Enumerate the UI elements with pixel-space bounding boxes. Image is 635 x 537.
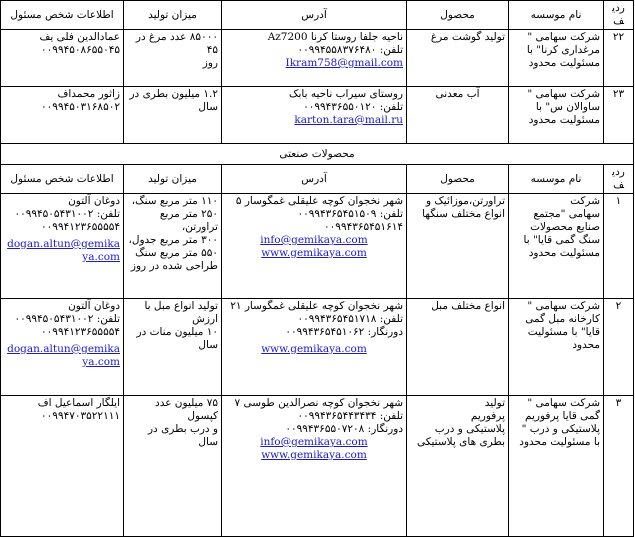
product: تولید پرفوریم پلاستیکی و درب بطری های پلاستیکی: [407, 396, 509, 537]
header-radif: ردیف: [604, 1, 634, 30]
email-link[interactable]: info@gemikaya.com: [260, 234, 368, 246]
table-header-row: [1, 1, 634, 30]
section-title-row: [1, 144, 634, 165]
company-name: شرکت سهامی "مجتمع صنایع محصولات سنگ گمی قایا" با مسئولیت محدود: [509, 194, 604, 299]
company-name: شرکت سهامی " کارخانه مبل گمی قایا" با مسئولیت محدود: [509, 299, 604, 396]
header-product: محصول: [407, 165, 509, 194]
email-link[interactable]: info@gemikaya.com: [260, 436, 368, 448]
address: ناحیه جلفا روستا کرنا Az7200 تلفن: ۰۰۹۹۴۵۵۸۳۷۶۴۸۰ Ikram758@gmail.com: [222, 30, 407, 87]
row-number: ۲۳: [604, 87, 634, 144]
company-name: شرکت سهامی " گمی قایا پرفوریم پلاستیکی و درب " با مسئولیت محدود: [509, 396, 604, 537]
contact-email-link[interactable]: dogan.altun@gemikaya.com: [7, 343, 120, 368]
row-number: ۳: [604, 396, 634, 537]
product: آب معدنی: [407, 87, 509, 144]
table-row: [1, 194, 634, 299]
section-title: محصولات صنعتی: [1, 144, 634, 165]
header-product: محصول: [407, 1, 509, 30]
email-link[interactable]: Ikram758@gmail.com: [285, 57, 403, 69]
contact: زاثور محمداف ۰۰۹۹۴۵۰۳۱۶۸۵۰۲: [1, 87, 124, 144]
address: روستای سیراب ناحیه بابک تلفن: ۰۰۹۹۴۳۶۵۵۰۱۲۰ karton.tara@mail.ru: [222, 87, 407, 144]
address: شهر نخجوان کوچه علیقلی غمگوسار ۵ تلفن: ۰۰۹۹۴۳۶۵۴۵۱۵۰۹ ۰۰۹۹۴۳۶۵۴۵۱۶۱۴ info@gemikaya.com www.gemikaya.com: [222, 194, 407, 299]
table-row: [1, 299, 634, 396]
header-address: آدرس: [222, 165, 407, 194]
table-row: [1, 30, 634, 87]
production: تولید انواع مبل با ارزش ۱۰ میلیون منات در سال: [124, 299, 222, 396]
website-link[interactable]: www.gemikaya.com: [261, 247, 367, 259]
product: تولید گوشت مرغ: [407, 30, 509, 87]
company-name: شرکت سهامی " مرغداری کرنا" با مسئولیت محدود: [509, 30, 604, 87]
contact-email-link[interactable]: dogan.altun@gemikaya.com: [7, 238, 120, 263]
table-header-row: [1, 165, 634, 194]
contact: عمادالدین فلی یف ۰۰۹۹۴۵۰۸۶۵۵۰۴۵: [1, 30, 124, 87]
contact: دوغان آلتون تلفن: ۰۰۹۹۴۵۰۵۴۳۱۰۰۲ ۰۰۹۹۴۱۲۳۶۵۵۵۵۴ dogan.altun@gemikaya.com: [1, 299, 124, 396]
production: ۱.۲ میلیون بطری در سال: [124, 87, 222, 144]
website-link[interactable]: www.gemikaya.com: [261, 449, 367, 461]
production: ۷۵ میلیون عدد کپسول و درب بطری در سال: [124, 396, 222, 537]
header-production: میزان تولید: [124, 165, 222, 194]
production: ۱۱۰ متر مربع سنگ، ۲۵۰ متر مربع تراورتن، ۳۰۰ متر مربع جدول، ۵۵۰ متر مربع سنگ طراحی شده در روز: [124, 194, 222, 299]
address: شهر نخجوان کوچه علیقلی غمگوسار ۲۱ تلفن: ۰۰۹۹۴۳۶۵۴۵۱۷۱۸ دورنگار: ۰۰۹۹۴۳۶۵۴۵۱۰۶۲ www.gemikaya.com: [222, 299, 407, 396]
header-contact: اطلاعات شخص مسئول: [1, 165, 124, 194]
email-link[interactable]: karton.tara@mail.ru: [294, 114, 403, 126]
address: شهر نخجوان کوچه نصرالدین طوسی ۷ تلفن: ۰۰۹۹۴۳۶۵۴۴۳۴۳۴ دورنگار: ۰۰۹۹۴۳۶۵۵۰۷۲۰۸ info@gemikaya.com www.gemikaya.com: [222, 396, 407, 537]
product: انواع مختلف مبل: [407, 299, 509, 396]
header-production: میزان تولید: [124, 1, 222, 30]
header-address: آدرس: [222, 1, 407, 30]
contact: ایلگار اسماعیل اف ۰۰۹۹۴۷۰۳۵۲۲۱۱۱: [1, 396, 124, 537]
header-contact: اطلاعات شخص مسئول: [1, 1, 124, 30]
header-radif: ردیف: [604, 165, 634, 194]
company-name: شرکت سهامی " ساوالان س" با مسئولیت محدود: [509, 87, 604, 144]
table-row: [1, 87, 634, 144]
contact: دوغان آلتون تلفن: ۰۰۹۹۴۵۰۵۴۳۱۰۰۲ ۰۰۹۹۴۱۲۳۶۵۵۵۵۴ dogan.altun@gemikaya.com: [1, 194, 124, 299]
table-row: [1, 396, 634, 537]
website-link[interactable]: www.gemikaya.com: [261, 343, 367, 355]
row-number: ۱: [604, 194, 634, 299]
product: تراورتن،موزائیک و انواع مختلف سنگها: [407, 194, 509, 299]
header-name: نام موسسه: [509, 165, 604, 194]
production: ۸۵۰۰۰ عدد مرغ در ۴۵ روز: [124, 30, 222, 87]
row-number: ۲۲: [604, 30, 634, 87]
row-number: ۲: [604, 299, 634, 396]
header-name: نام موسسه: [509, 1, 604, 30]
